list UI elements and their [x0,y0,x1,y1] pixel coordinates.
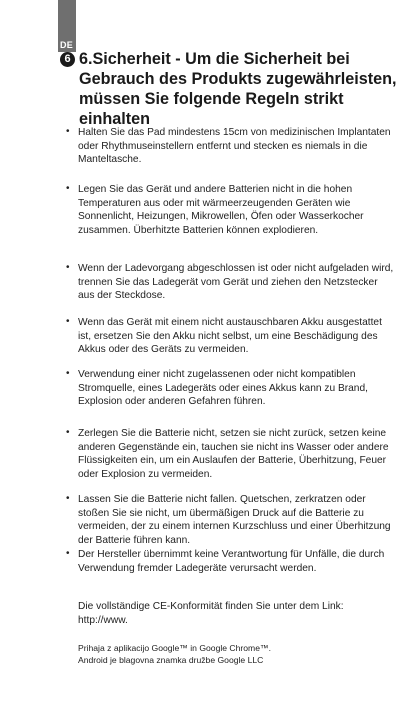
list-item: • Halten Sie das Pad mindestens 15cm von medizinischen Implantaten oder Rhythmuseinstellern entfernt und stecken es niemals in die Manteltasche. [66,126,396,167]
bullet-text: Zerlegen Sie die Batterie nicht, setzen sie nicht zurück, setzen keine anderen Gegenstände ein, tauchen sie nicht ins Wasser oder andere Flüssigkeiten ein, um ein Auslaufen der Batterie, Überhitzung, Feuer oder Explosion zu vermeiden. [78,428,389,480]
list-item: • Legen Sie das Gerät und andere Batterien nicht in die hohen Temperaturen aus oder mit wärmeerzeugenden Geräten wie Sonnenlicht, Heizungen, Mikrowellen, Öfen oder Wasserkocher zusammen. Überhitzte Batterien können explodieren. [66,183,396,237]
language-tab [58,0,76,52]
trademark-footnote: Prihaja z aplikacijo Google™ in Google Chrome™. [78,643,271,653]
list-item: • Wenn das Gerät mit einem nicht austauschbaren Akku ausgestattet ist, ersetzen Sie den Akku nicht selbst, um eine Beschädigung des Akkus oder des Geräts zu vermeiden. [66,316,396,357]
list-item: • Der Hersteller übernimmt keine Verantwortung für Unfälle, die durch Verwendung fremder Ladegeräte verursacht werden. [66,548,396,575]
bullet-text: Wenn der Ladevorgang abgeschlossen ist oder nicht aufgeladen wird, trennen Sie das Ladegerät vom Gerät und ziehen den Netzstecker aus der Steckdose. [78,263,394,302]
trademark-footnote: Android je blagovna znamka družbe Google LLC [78,655,264,665]
bullet-text: Halten Sie das Pad mindestens 15cm von medizinischen Implantaten oder Rhythmuseinstellern entfernt und stecken es niemals in die Manteltasche. [78,127,391,166]
list-item: • Zerlegen Sie die Batterie nicht, setzen sie nicht zurück, setzen keine anderen Gegenstände ein, tauchen sie nicht ins Wasser oder andere Flüssigkeiten ein, um ein Auslaufen der Batterie, Überhitzung, Feuer oder Explosion zu vermeiden. [66,427,396,481]
section-number-badge: 6 [60,52,75,67]
section-heading: 6.Sicherheit - Um die Sicherheit bei Gebrauch des Produkts zugewährleisten, müssen Sie folgende Regeln strikt einhalten [79,50,397,128]
list-item: • Wenn der Ladevorgang abgeschlossen ist oder nicht aufgeladen wird, trennen Sie das Ladegerät vom Gerät und ziehen den Netzstecker aus der Steckdose. [66,262,396,303]
ce-conformity-note: Die vollständige CE-Konformität finden Sie unter dem Link: http://www. [78,601,344,626]
bullet-text: Legen Sie das Gerät und andere Batterien nicht in die hohen Temperaturen aus oder mit wärmeerzeugenden Geräten wie Sonnenlicht, Heizungen, Mikrowellen, Öfen oder Wasserkocher zusammen. Überhitzte Batterien können explodieren. [78,184,364,236]
bullet-text: Wenn das Gerät mit einem nicht austauschbaren Akku ausgestattet ist, ersetzen Sie den Akku nicht selbst, um eine Beschädigung des Akkus oder des Geräts zu vermeiden. [78,317,382,356]
language-code: DE [60,40,73,50]
bullet-text: Verwendung einer nicht zugelassenen oder nicht kompatiblen Stromquelle, eines Ladegeräts oder eines Akkus kann zu Brand, Explosion oder anderen Gefahren führen. [78,369,368,408]
list-item: • Verwendung einer nicht zugelassenen oder nicht kompatiblen Stromquelle, eines Ladegeräts oder eines Akkus kann zu Brand, Explosion oder anderen Gefahren führen. [66,368,396,409]
bullet-text: Lassen Sie die Batterie nicht fallen. Quetschen, zerkratzen oder stoßen Sie sie nicht, um übermäßigen Druck auf die Batterie zu vermeiden, der zu einem internen Kurzschluss und einer Überhitzung der Batterie führen kann. [78,494,391,546]
bullet-text: Der Hersteller übernimmt keine Verantwortung für Unfälle, die durch Verwendung fremder Ladegeräte verursacht werden. [78,549,385,574]
section-header [60,49,400,129]
list-item: • Lassen Sie die Batterie nicht fallen. Quetschen, zerkratzen oder stoßen Sie sie nicht, um übermäßigen Druck auf die Batterie zu vermeiden, der zu einem internen Kurzschluss und einer Überhitzung der Batterie führen kann. [66,493,396,547]
